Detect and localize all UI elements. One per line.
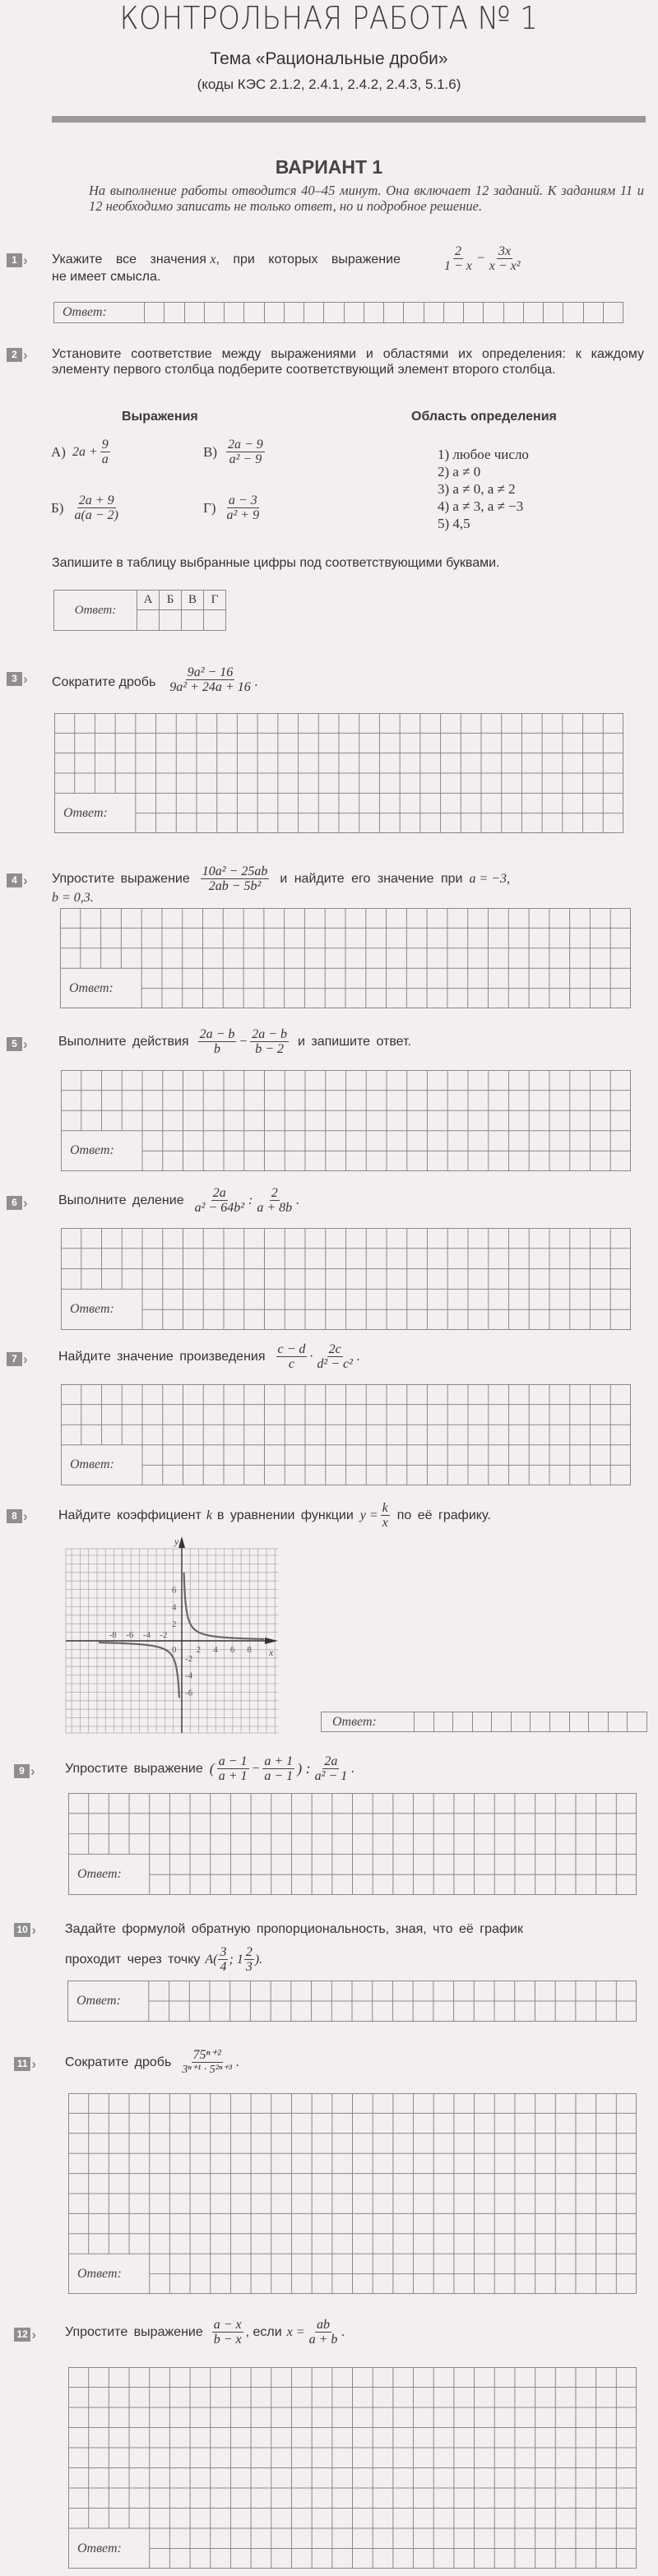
svg-text:4: 4 (172, 1602, 177, 1613)
answer-cell-v[interactable] (182, 610, 204, 631)
domain-header: Область определения (411, 410, 557, 424)
answer-cell[interactable] (243, 303, 263, 322)
task-7-solution-grid[interactable] (61, 1384, 631, 1485)
answer-cell[interactable] (264, 303, 284, 322)
task-7-text: Найдите значение произведения $\frac{c - d}{c}$ · $\frac{2c}{\text{d² − c²}}$ . (58, 1342, 360, 1371)
answer-label: Ответ: (63, 305, 107, 319)
expression-v: В) $\frac{2a - 9}{\text{a² − 9}}$ (203, 438, 263, 466)
task-3-text: Сократите дробь $\frac{\text{9a² − 16}}{\text{9a² + 24a + 16}}$ . (52, 665, 258, 694)
chevron-right-icon: › (23, 670, 28, 687)
chevron-right-icon: › (31, 2326, 36, 2342)
chevron-right-icon: › (23, 1035, 28, 1052)
instructions: На выполнение работы отводится 40–45 минут. Она включает 12 заданий. К заданиям 11 и 12 необходимо записать не только ответ, но и подробное решение. (89, 183, 644, 214)
svg-text:-2: -2 (185, 1653, 193, 1664)
header-b: Б (160, 591, 182, 610)
answer-cell[interactable] (491, 1712, 511, 1731)
svg-text:6: 6 (172, 1585, 177, 1596)
answer-cell[interactable] (543, 303, 563, 322)
expression-b: Б) $\frac{2a + 9}{a(a - 2)}$ (51, 493, 118, 522)
task-number: 1 (7, 253, 22, 267)
domain-option-5: 5) 4,5 (438, 516, 470, 531)
task-10-text: Задайте формулой обратную пропорциональность, зная, что её график (65, 1922, 523, 1936)
task-1-expression: $\frac{2}{1 - x}$ − $\frac{3x}{\text{x − x²}}$ (444, 244, 521, 273)
answer-label: Ответ: (77, 2541, 122, 2555)
task-9-badge: 9 › (14, 1763, 36, 1778)
task-2-badge: 2 › (7, 347, 29, 362)
grid-lines (68, 2093, 637, 2294)
svg-text:-4: -4 (185, 1670, 193, 1681)
task-10-badge: 10 › (14, 1922, 36, 1937)
graph-svg (64, 1536, 278, 1742)
answer-cell[interactable] (403, 303, 423, 322)
answer-cell[interactable] (144, 303, 164, 322)
task-2-instruction: Запишите в таблицу выбранные цифры под соответствующими буквами. (52, 556, 500, 570)
task-5-text: Выполните действия $\frac{2a - b}{b}$ − $\frac{2a - b}{b - 2}$ и запишите ответ. (58, 1027, 412, 1056)
grid-lines (61, 1384, 631, 1485)
svg-text:-2: -2 (160, 1630, 168, 1640)
answer-label: Ответ: (70, 1143, 114, 1158)
domain-option-1: 1) любое число (438, 447, 529, 462)
grid-lines (68, 2367, 637, 2569)
answer-cell[interactable] (304, 303, 323, 322)
chevron-right-icon: › (23, 346, 28, 363)
chevron-right-icon: › (23, 1508, 28, 1524)
task-2-answer-table[interactable] (53, 590, 226, 631)
answer-cell[interactable] (563, 303, 582, 322)
answer-label: Ответ: (77, 1867, 122, 1882)
expression-g: Г) $\frac{a - 3}{\text{a² + 9}}$ (203, 493, 260, 522)
grid-lines (61, 1228, 631, 1330)
answer-label: Ответ: (54, 591, 137, 631)
grid-lines (60, 908, 631, 1008)
svg-text:0: 0 (172, 1645, 177, 1655)
task-12-text: Упростите выражение $\frac{a - x}{b - x}$ , если x = $\frac{ab}{a + b}$ . (65, 2318, 345, 2347)
answer-cell[interactable] (424, 303, 443, 322)
answer-cell[interactable] (603, 303, 623, 322)
answer-cells[interactable] (144, 303, 623, 322)
answer-cell-b[interactable] (160, 610, 182, 631)
header-a: А (137, 591, 160, 610)
task-5-solution-grid[interactable] (61, 1070, 631, 1171)
grid-lines (67, 1981, 637, 2022)
task-8-answer-field[interactable] (321, 1712, 647, 1732)
task-5-badge: 5 › (7, 1036, 29, 1051)
task-12-badge: 12 › (14, 2327, 36, 2342)
answer-cell[interactable] (284, 303, 304, 322)
chevron-right-icon: › (23, 1194, 28, 1211)
answer-cell[interactable] (530, 1712, 549, 1731)
task-8-text: Найдите коэффициент k в уравнении функции y = $\frac{k}{x}$ по её графику. (58, 1501, 491, 1530)
header-g: Г (204, 591, 226, 610)
task-10-answer-grid[interactable] (67, 1981, 637, 2022)
chevron-right-icon: › (30, 1763, 35, 1779)
answer-cell[interactable] (569, 1712, 589, 1731)
task-3-solution-grid[interactable] (54, 713, 623, 833)
kes-codes: (коды КЭС 2.1.2, 2.4.1, 2.4.2, 2.4.3, 5.1.6) (197, 76, 461, 92)
answer-label: Ответ: (63, 805, 108, 820)
domain-option-3: 3) a ≠ 0, a ≠ 2 (438, 481, 516, 497)
answer-label: Ответ: (70, 1457, 114, 1472)
answer-label: Ответ: (70, 1302, 114, 1317)
svg-text:2: 2 (172, 1619, 177, 1630)
grid-lines (61, 1070, 631, 1171)
task-9-solution-grid[interactable] (68, 1793, 637, 1895)
chevron-right-icon: › (31, 1921, 36, 1938)
answer-label: Ответ: (332, 1715, 377, 1729)
answer-cell[interactable] (323, 303, 343, 322)
hyperbola-graph (64, 1536, 278, 1742)
task-1-text-end: не имеет смысла. (52, 270, 161, 284)
domain-option-4: 4) a ≠ 3, a ≠ −3 (438, 498, 524, 514)
svg-text:6: 6 (229, 1645, 235, 1655)
answer-cell-a[interactable] (137, 610, 160, 631)
answer-cell[interactable] (433, 1712, 453, 1731)
theme-subtitle: Тема «Рациональные дроби» (210, 49, 448, 68)
answer-cell[interactable] (588, 1712, 608, 1731)
answer-cell[interactable] (511, 1712, 531, 1731)
svg-text:-8: -8 (109, 1630, 117, 1640)
task-2-text: Установите соответствие между выражениями и областями их определения: к каждому элементу первого столбца подберите соответствующий элемент второго столбца. (52, 347, 644, 377)
domain-option-2: 2) a ≠ 0 (438, 464, 481, 480)
answer-cell[interactable] (443, 303, 463, 322)
svg-text:x: x (269, 1647, 274, 1658)
header-v: В (182, 591, 204, 610)
answer-cell[interactable] (608, 1712, 628, 1731)
answer-cell[interactable] (164, 303, 183, 322)
task-6-badge: 6 › (7, 1195, 29, 1210)
answer-label: Ответ: (77, 2266, 122, 2281)
expressions-header: Выражения (122, 410, 198, 424)
grid-lines (68, 1793, 637, 1895)
svg-text:-6: -6 (126, 1630, 134, 1640)
answer-cell[interactable] (452, 1712, 472, 1731)
answer-cell[interactable] (549, 1712, 569, 1731)
chevron-right-icon: › (23, 872, 28, 888)
task-4-badge: 4 › (7, 873, 29, 887)
svg-text:-6: -6 (185, 1688, 193, 1698)
answer-cell[interactable] (463, 303, 483, 322)
task-11-text: Сократите дробь $\frac{\text{75ⁿ⁺²}}{\text{3ⁿ⁺¹ · 5²ⁿ⁺³}}$ . (65, 2048, 239, 2076)
svg-text:2: 2 (196, 1645, 202, 1655)
chevron-right-icon: › (23, 252, 28, 268)
answer-label: Ответ: (76, 1994, 121, 2008)
answer-cell[interactable] (583, 303, 603, 322)
answer-cell[interactable] (184, 303, 204, 322)
answer-cell[interactable] (414, 1712, 433, 1731)
grid-lines (54, 713, 623, 833)
answer-cell[interactable] (472, 1712, 492, 1731)
header-divider (52, 116, 646, 123)
answer-cell[interactable] (503, 303, 523, 322)
answer-label: Ответ: (69, 980, 114, 995)
variant-heading: ВАРИАНТ 1 (275, 156, 383, 178)
task-4-text: Упростите выражение $\frac{\text{10a² − 25ab}}{\text{2ab − 5b²}}$ и найдите его значение при a = −3, (52, 864, 511, 893)
task-11-badge: 11 › (14, 2056, 36, 2071)
answer-cell[interactable] (483, 303, 503, 322)
task-6-text: Выполните деление $\frac{2a}{\text{a² − 64b²}}$ : $\frac{2}{a + 8b}$ . (58, 1186, 300, 1215)
task-1-badge (7, 253, 29, 267)
task-1-text: Укажите все значения x, при которых выражение (52, 253, 401, 266)
task-6-solution-grid[interactable] (61, 1228, 631, 1330)
answer-cell[interactable] (523, 303, 543, 322)
task-8-badge: 8 › (7, 1508, 29, 1523)
answer-cell[interactable] (344, 303, 364, 322)
task-10-text-line2: проходит через точку A( $\frac{3}{4}$ ; 1 $\frac{2}{3}$ ). (65, 1945, 263, 1974)
task-7-badge: 7 › (7, 1351, 29, 1366)
task-3-badge: 3 › (7, 671, 29, 686)
expression-a: А) 2a + $\frac{9}{a}$ (51, 438, 109, 466)
task-4-solution-grid[interactable] (60, 908, 631, 1008)
svg-text:8: 8 (247, 1645, 252, 1655)
task-9-text: Упростите выражение ( $\frac{a - 1}{a + 1}$ − $\frac{a + 1}{a - 1}$ ) : $\frac{2a}{\text{a² − 1}}$ . (65, 1754, 355, 1783)
task-11-solution-grid[interactable] (68, 2093, 637, 2294)
task-1-answer-field[interactable] (53, 302, 623, 323)
answer-cell-g[interactable] (204, 610, 226, 631)
svg-text:-4: -4 (142, 1630, 151, 1640)
chevron-right-icon: › (31, 2055, 36, 2072)
chevron-right-icon: › (23, 1351, 28, 1367)
answer-cell[interactable] (627, 1712, 646, 1731)
answer-cells[interactable] (414, 1712, 646, 1731)
page-title: КОНТРОЛЬНАЯ РАБОТА № 1 (119, 0, 539, 36)
answer-cell[interactable] (383, 303, 403, 322)
svg-text:y: y (174, 1536, 179, 1547)
task-4-condition: b = 0,3. (52, 891, 94, 905)
answer-cell[interactable] (224, 303, 243, 322)
task-12-solution-grid[interactable] (68, 2367, 637, 2569)
domain-options (438, 447, 529, 533)
answer-cell[interactable] (204, 303, 224, 322)
svg-text:4: 4 (213, 1645, 218, 1655)
answer-cell[interactable] (364, 303, 383, 322)
